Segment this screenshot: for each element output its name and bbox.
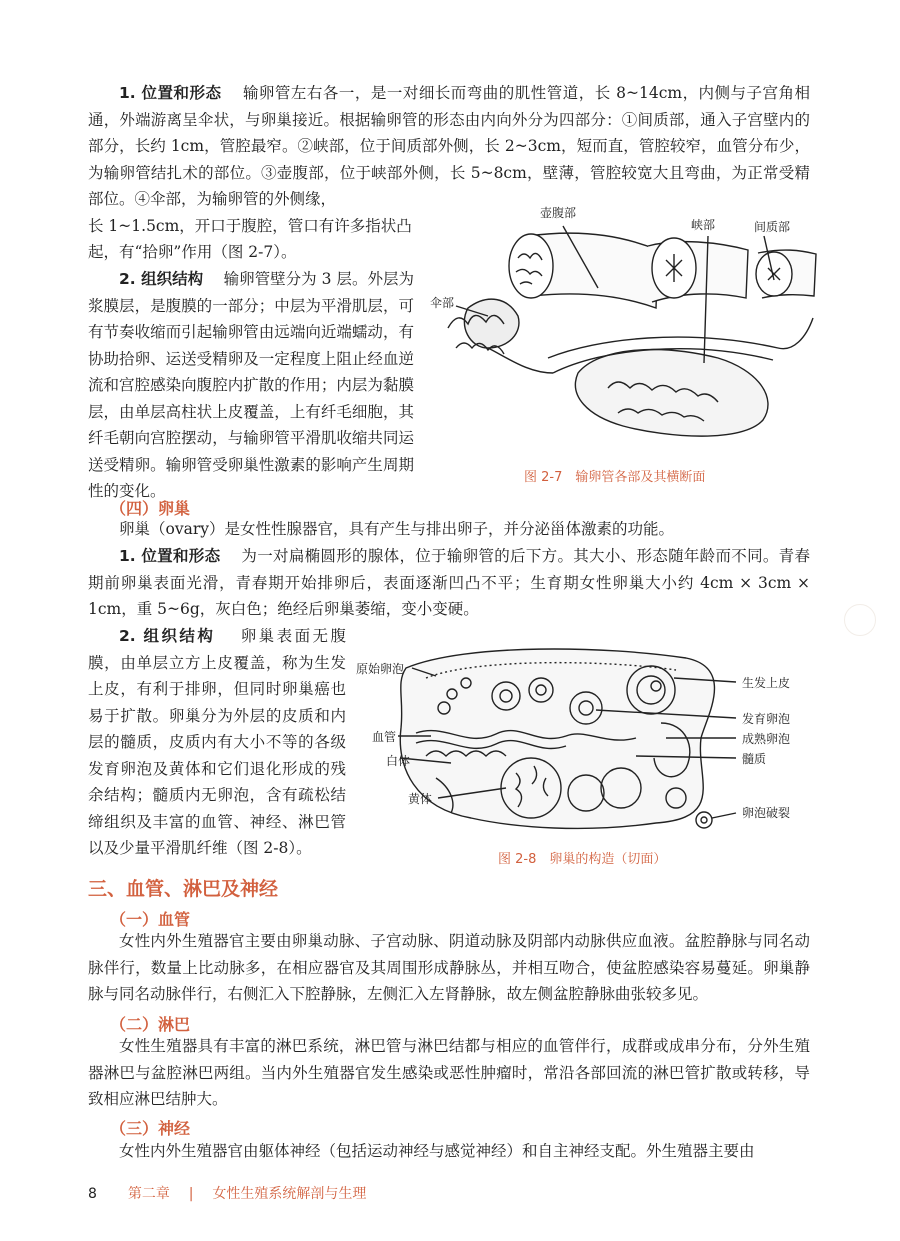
label-rupture: 卵泡破裂: [742, 806, 791, 820]
ovary-structure-heading: 2. 组织结构: [119, 627, 216, 645]
label-isthmus: 峡部: [691, 218, 716, 232]
tube-structure-heading: 2. 组织结构: [119, 270, 204, 288]
footer-title: 女性生殖系统解剖与生理: [212, 1186, 367, 1202]
ovary-position-heading: 1. 位置和形态: [119, 547, 221, 565]
tube-position-paragraph: [88, 80, 810, 213]
ovary-heading: （四）卵巢: [110, 499, 191, 518]
fallopian-tube-illustration: [428, 198, 818, 460]
label-mature: 成熟卵泡: [742, 732, 791, 746]
label-germinal: 生发上皮: [742, 676, 791, 690]
tube-structure-text: 输卵管壁分为 3 层。外层为浆膜层，是腹膜的一部分；中层为平滑肌层，可有节奏收缩而引起输卵管由远端向近端蠕动，有协助拾卵、运送受精卵及一定程度上阻止经血逆流和宫腔感染向腹腔内扩散的作用；内层为黏膜层，由单层高柱状上皮覆盖，上有纤毛细胞，其纤毛朝向宫腔摆动，与输卵管平滑肌收缩共同运送受精卵。输卵管受卵巢性激素的影响产生周期性的变化。: [88, 270, 414, 500]
footer-chapter: 第二章: [127, 1186, 170, 1202]
figure-2-7: [428, 198, 818, 460]
tube-position-cont-1: 长 1~1.5cm，开口于腹腔，管口有许多指状凸: [88, 217, 412, 235]
section-3-heading: 三、血管、淋巴及神经: [88, 878, 279, 900]
label-ampulla: 壶腹部: [540, 206, 577, 220]
tube-structure-paragraph: [88, 266, 414, 505]
ovary-position-text: 为一对扁椭圆形的腺体，位于输卵管的后下方。其大小、形态随年龄而不同。青春期前卵巢表面光滑，青春期开始排卵后，表面逐渐凹凸不平；生育期女性卵巢大小约 4cm × 3cm × 1cm，重 5~6g，灰白色；绝经后卵巢萎缩，变小变硬。: [88, 547, 810, 618]
watermark-stamp: [844, 604, 876, 636]
label-interstitial: 间质部: [754, 220, 791, 234]
label-luteum: 黄体: [408, 792, 433, 806]
ovary-structure-paragraph: [88, 623, 346, 862]
page-footer: [88, 1183, 366, 1203]
figure-2-8-caption: 图 2-8 卵巢的构造（切面）: [498, 852, 667, 867]
label-fimbria: 伞部: [430, 296, 455, 310]
label-medulla: 髓质: [742, 752, 767, 766]
footer-separator: |: [188, 1186, 194, 1202]
blood-text: 女性内外生殖器官主要由卵巢动脉、子宫动脉、阴道动脉及阴部内动脉供应血液。盆腔静脉与同名动脉伴行，数量上比动脉多，在相应器官及其周围形成静脉丛，并相互吻合，使盆腔感染容易蔓延。卵巢静脉与同名动脉伴行，右侧汇入下腔静脉，左侧汇入左肾静脉，故左侧盆腔静脉曲张较多见。: [88, 932, 810, 1003]
tube-position-heading: 1. 位置和形态: [119, 84, 222, 102]
label-vessel: 血管: [372, 730, 397, 744]
page-number: 8: [88, 1186, 97, 1202]
label-primordial: 原始卵泡: [356, 662, 405, 676]
figure-2-8: [356, 638, 818, 838]
ovary-position-paragraph: [88, 543, 810, 623]
lymph-text: 女性生殖器具有丰富的淋巴系统，淋巴管与淋巴结都与相应的血管伴行，成群或成串分布，分外生殖器淋巴与盆腔淋巴两组。当内外生殖器官发生感染或恶性肿瘤时，常沿各部回流的淋巴管扩散或转移，导致相应淋巴结肿大。: [88, 1037, 810, 1108]
nerve-heading: （三）神经: [110, 1119, 191, 1138]
lymph-heading: （二）淋巴: [110, 1015, 191, 1034]
tube-position-text: 输卵管左右各一，是一对细长而弯曲的肌性管道，长 8~14cm，内侧与子宫角相通，外端游离呈伞状，与卵巢接近。根据输卵管的形态由内向外分为四部分：①间质部，通入子宫壁内的部分，长约 1cm，管腔最窄。②峡部，位于间质部外侧，长 2~3cm，短而直，管腔较窄，血管分布少，为输卵管结扎术的部位。③壶腹部，位于峡部外侧，长 5~8cm，壁薄，管腔较宽大且弯曲，为正常受精部位。④伞部，为输卵管的外侧缘，: [88, 84, 810, 208]
tube-position-cont-2: 起，有“拾卵”作用（图 2-7）。: [88, 243, 297, 261]
blood-heading: （一）血管: [110, 910, 191, 929]
ovary-intro: 卵巢（ovary）是女性性腺器官，具有产生与排出卵子，并分泌甾体激素的功能。: [119, 520, 674, 538]
label-albicans: 白体: [386, 754, 411, 768]
label-developing: 发育卵泡: [742, 712, 791, 726]
ovary-structure-text: 卵巢表面无腹膜，由单层立方上皮覆盖，称为生发上皮，有利于排卵，但同时卵巢癌也易于扩散。卵巢分为外层的皮质和内层的髓质，皮质内有大小不等的各级发育卵泡及黄体和它们退化形成的残余结构；髓质内无卵泡，含有疏松结缔组织及丰富的血管、神经、淋巴管以及少量平滑肌纤维（图 2-8）。: [88, 627, 346, 857]
figure-2-7-caption: 图 2-7 输卵管各部及其横断面: [524, 470, 706, 485]
nerve-text: 女性内外生殖器官由躯体神经（包括运动神经与感觉神经）和自主神经支配。外生殖器主要由: [119, 1142, 755, 1160]
